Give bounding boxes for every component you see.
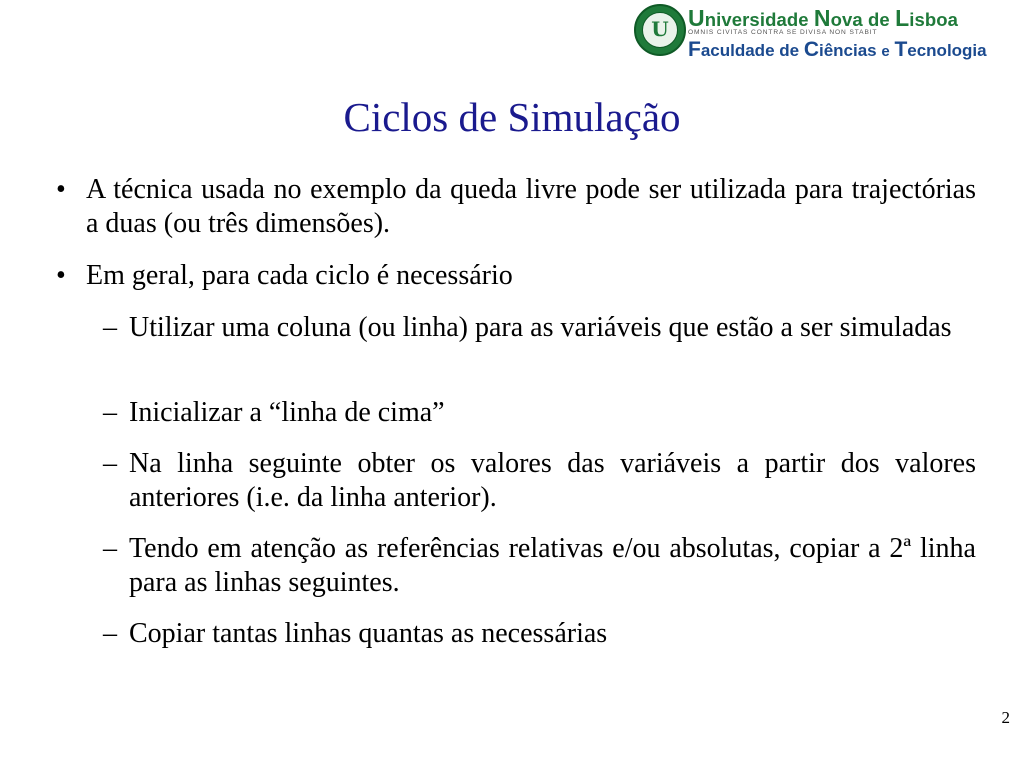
sub-bullet-text: Na linha seguinte obter os valores das variáveis a partir dos valores anteriores (i.e. da linha anterior). xyxy=(129,448,976,513)
bullet-item xyxy=(56,259,976,293)
sub-bullet-item xyxy=(103,311,976,345)
logo-university-name: Universidade Nova de Lisboa xyxy=(688,5,959,31)
bullet-text: Em geral, para cada ciclo é necessário xyxy=(86,260,513,291)
sub-bullet-item xyxy=(103,447,976,515)
dash-icon: – xyxy=(103,533,117,564)
bullet-icon: • xyxy=(56,260,66,291)
sub-bullet-item xyxy=(103,617,976,651)
dash-icon: – xyxy=(103,397,117,428)
bullet-item xyxy=(56,173,976,241)
sub-bullet-text: Copiar tantas linhas quantas as necessárias xyxy=(129,618,608,649)
dash-icon: – xyxy=(103,312,117,343)
page-number: 2 xyxy=(1001,708,1010,727)
sub-bullet-text: Tendo em atenção as referências relativas e/ou absolutas, copiar a 2ª linha para as linhas seguintes. xyxy=(129,533,976,598)
bullet-text: A técnica usada no exemplo da queda livre pode ser utilizada para trajectórias a duas (ou três dimensões). xyxy=(86,174,976,239)
university-seal-icon: U xyxy=(634,4,686,56)
sub-bullet-item xyxy=(103,532,976,600)
dash-icon: – xyxy=(103,618,117,649)
dash-icon: – xyxy=(103,448,117,479)
logo-motto: OMNIS CIVITAS CONTRA SE DIVISA NON STABIT xyxy=(688,29,878,36)
sub-bullet-text: Inicializar a “linha de cima” xyxy=(129,397,445,428)
sub-bullet-item xyxy=(103,396,976,430)
bullet-icon: • xyxy=(56,174,66,205)
slide-title: Ciclos de Simulação xyxy=(343,94,681,140)
logo-faculty-name: Faculdade de Ciências e Tecnologia xyxy=(688,38,987,61)
sub-bullet-text: Utilizar uma coluna (ou linha) para as variáveis que estão a ser simuladas xyxy=(129,312,952,343)
